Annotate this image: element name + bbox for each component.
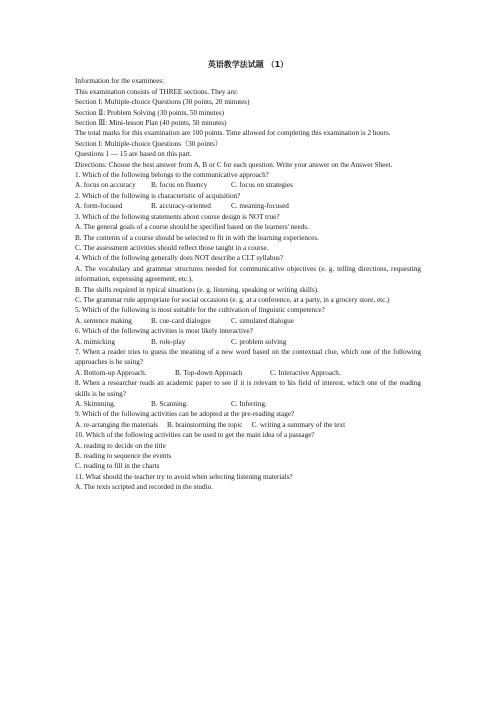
questions-range: Questions 1 — 15 are based on this part. [75, 150, 192, 159]
option-a: A. The general goals of a course should be specified based on the learners' needs. [75, 223, 309, 232]
question-stem: 9. Which of the following activities can be adopted at the pre-reading stage? [75, 410, 295, 419]
intro-line: Information for the examinees: [75, 77, 165, 86]
question-stem: 1. Which of the following belongs to the communicative approach? [75, 171, 269, 180]
option-b: B. Scanning. [151, 400, 188, 408]
question-stem: 4. Which of the following generally does NOT describe a CLT syllabus? [75, 254, 284, 263]
option-c: C. meaning-focused [231, 202, 289, 211]
option-b: B. The skills required in typical situations (e. g. listening, speaking or writing skills). [75, 285, 319, 294]
options-row [75, 337, 421, 347]
option-b: B. Top-down Approach [175, 368, 243, 377]
intro-line: Section Ⅲ: Mini-lesson Plan (40 points, 50 minutes) [75, 119, 227, 128]
option-b: B. cue-card dialogue [151, 316, 211, 325]
option-b: B. accuracy-oriented [151, 202, 211, 211]
option-a: A. The texts scripted and recorded in the studio. [75, 483, 213, 492]
options-row [75, 368, 421, 378]
intro-line: Section I: Multiple-choice Questions (30 points, 20 minutes) [75, 98, 250, 107]
option-b: B. focus on fluency [151, 181, 208, 190]
directions-text: Directions: Choose the best answer from A, B or C for each question. Write your answer on the Answer Sheet. [75, 160, 393, 169]
option-c: C. problem solving [231, 337, 287, 346]
option-a: A. Bottom-up Approach. [75, 368, 147, 377]
intro-line: Section Ⅱ: Problem Solving (30 points, 50 minutes) [75, 108, 225, 117]
question-stem: 5. Which of the following is most suitable for the cultivation of linguistic competence? [75, 306, 325, 315]
option-b: B. reading to sequence the events [75, 452, 172, 461]
question-stem: 3. Which of the following statements about course design is NOT true? [75, 212, 280, 221]
question-stem: 11. What should the teacher try to avoid when selecting listening materials? [75, 472, 293, 481]
options-row: A. re-arranging the materials B. brainstorming the topic C. writing a summary of the text [75, 420, 346, 429]
exam-title: 英语教学法试题 （1） [207, 60, 289, 69]
option-c: C. The grammar rule appropriate for social occasions (e. g. at a conference, at a party, in a grocery store, etc.) [75, 295, 390, 304]
question-stem: 10. Which of the following activities can be used to get the main idea of a passage? [75, 431, 315, 440]
option-c: C. Inferring. [231, 400, 267, 408]
question-stem: 7. When a reader tries to guess the meaning of a new word based on the contextual clue, which one of the following approaches is he using? [75, 347, 421, 367]
options-row [75, 316, 421, 326]
option-b: B. role-play [151, 337, 186, 346]
question-stem: 2. Which of the following is characteristic of acquisition? [75, 191, 241, 200]
options-row [75, 399, 421, 409]
option-a: A. sentence making [75, 316, 132, 325]
exam-page [75, 60, 421, 493]
question-stem: 8. When a researcher reads an academic paper to see if it is relevant to his field of interest, which one of the reading skills is he using? [75, 379, 421, 398]
option-a: A. mimicking [75, 337, 115, 346]
question-stem: 6. Which of the following activities is most likely interactive? [75, 327, 253, 336]
total-marks-text: The total marks for this examination are 100 points. Time allowed for completing this examination is 2 hours. [75, 129, 391, 138]
option-b: B. The contents of a course should be selected to fit in with the learning experiences. [75, 233, 319, 242]
option-a: A. Skimming. [75, 400, 116, 408]
option-a: A. form-focused [75, 202, 123, 211]
options-row [75, 180, 421, 190]
option-c: C. reading to fill in the charts [75, 462, 160, 471]
option-a: A. reading to decide on the title [75, 441, 166, 450]
option-c: C. Interactive Approach. [270, 368, 341, 377]
section-heading: Section I: Multiple-choice Questions（30 points） [75, 139, 222, 148]
option-c: C. The assessment activities should reflect those taught in a course. [75, 243, 269, 252]
option-a: A. focus on accuracy [75, 181, 136, 190]
options-row [75, 201, 421, 211]
option-c: C. simulated dialogue [231, 316, 294, 325]
option-a: A. The vocabulary and grammar structures needed for communicative objectives (e. g. telling directions, requesting information, expressing agreement, etc.). [75, 264, 421, 284]
option-c: C. focus on strategies [231, 181, 293, 190]
intro-line: This examination consists of THREE sections. They are: [75, 87, 239, 96]
